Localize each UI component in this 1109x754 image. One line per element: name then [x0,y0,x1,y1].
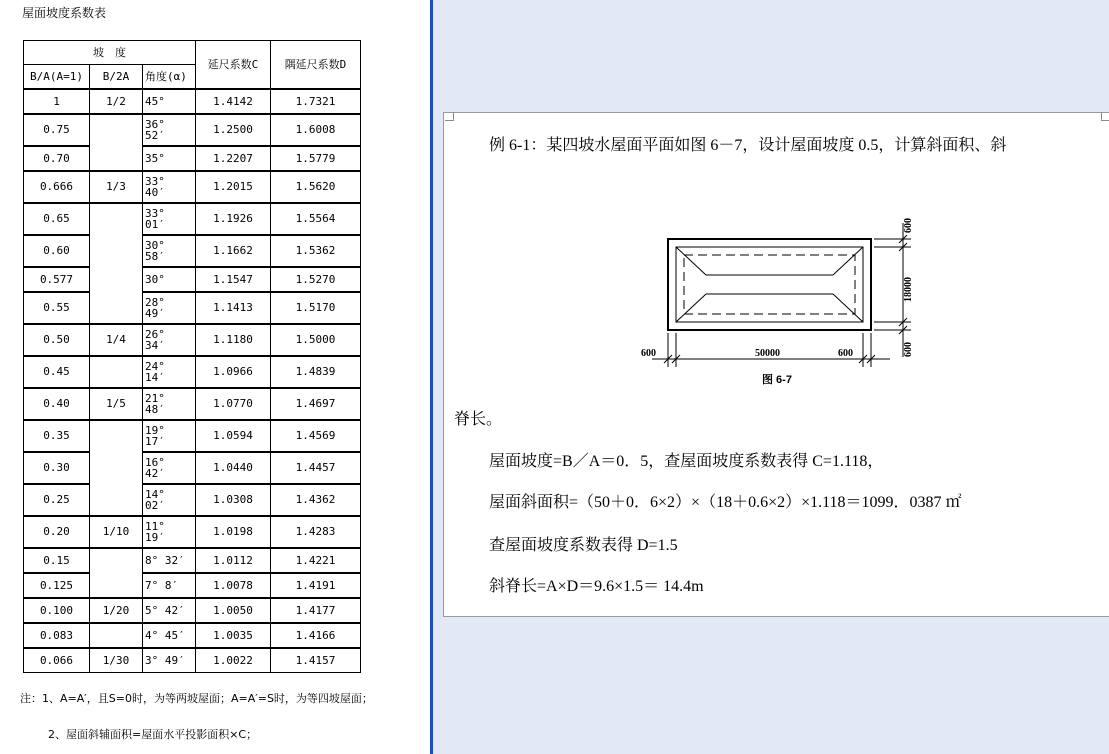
table-row [24,114,361,146]
dim-length: 50000 [755,348,780,359]
cell-c: 1.2500 [196,114,271,146]
cell-ba: 0.75 [24,114,90,146]
cell-c: 1.0022 [196,648,271,673]
dim-left: 600 [641,348,656,359]
cell-ba: 0.20 [24,516,90,548]
crop-mark [445,112,454,121]
table-row [24,356,361,388]
cell-ba: 1 [24,89,90,114]
line-slope: 屋面坡度=B／A＝0．5，查屋面坡度系数表得 C=1.118， [489,453,884,470]
cell-ba: 0.125 [24,573,90,598]
cell-ba: 0.65 [24,203,90,235]
cell-angle: 21° 48′ [143,388,196,420]
cell-d: 1.7321 [271,89,361,114]
cell-ba: 0.083 [24,623,90,648]
cell-c: 1.0770 [196,388,271,420]
cell-ba: 0.70 [24,146,90,171]
cell-c: 1.0198 [196,516,271,548]
document-page [443,112,1109,617]
cell-d: 1.4697 [271,388,361,420]
example-line-1: 例 6-1：某四坡水屋面平面如图 6－7，设计屋面坡度 0.5，计算斜面积、斜 [489,137,1007,154]
cell-angle: 14° 02′ [143,484,196,516]
cell-c: 1.0440 [196,452,271,484]
table-row [24,324,361,356]
roof-ridges [676,247,863,322]
cell-c: 1.1926 [196,203,271,235]
roof-plan-figure [632,205,942,395]
header-c: 延尺系数C [196,41,271,89]
table-row [24,420,361,452]
cell-ba: 0.60 [24,235,90,267]
table-row [24,235,361,267]
cell-d: 1.6008 [271,114,361,146]
cell-angle: 30° [143,267,196,292]
cell-c: 1.0594 [196,420,271,452]
cell-ba: 0.50 [24,324,90,356]
roof-outline [668,239,871,330]
cell-d: 1.4283 [271,516,361,548]
cell-c: 1.0966 [196,356,271,388]
cell-b2a: 1/5 [90,388,143,420]
cell-ba: 0.15 [24,548,90,573]
cell-d: 1.4457 [271,452,361,484]
cell-d: 1.4191 [271,573,361,598]
cell-ba: 0.30 [24,452,90,484]
cell-angle: 33° 40′ [143,171,196,203]
cell-d: 1.4221 [271,548,361,573]
cell-angle: 4° 45′ [143,623,196,648]
line-ridge: 斜脊长=A×D＝9.6×1.5＝ 14.4m [489,578,704,595]
table-row [24,548,361,573]
cell-ba: 0.100 [24,598,90,623]
cell-angle: 30° 58′ [143,235,196,267]
table-row [24,623,361,648]
cell-c: 1.1180 [196,324,271,356]
table-row [24,267,361,292]
table-row [24,292,361,324]
left-panel [0,0,430,754]
table-title: 屋面坡度系数表 [22,6,107,20]
cell-d: 1.5170 [271,292,361,324]
table-row [24,89,361,114]
table-row [24,452,361,484]
cell-c: 1.0035 [196,623,271,648]
table-row [24,388,361,420]
cell-angle: 3° 49′ [143,648,196,673]
cell-ba: 0.45 [24,356,90,388]
table-row [24,598,361,623]
cell-c: 1.0078 [196,573,271,598]
crop-mark [1101,112,1109,121]
table-row [24,203,361,235]
cell-d: 1.4362 [271,484,361,516]
cell-ba: 0.577 [24,267,90,292]
header-angle: 角度(α) [143,65,196,89]
cell-d: 1.4177 [271,598,361,623]
right-panel [433,0,1109,754]
cell-d: 1.5620 [271,171,361,203]
cell-d: 1.5362 [271,235,361,267]
roof-inner-outline [676,247,863,322]
note-2: 2、屋面斜辅面积=屋面水平投影面积×C； [48,728,258,741]
cell-b2a: 1/4 [90,324,143,356]
cell-angle: 33° 01′ [143,203,196,235]
cell-d: 1.4839 [271,356,361,388]
cell-ba: 0.666 [24,171,90,203]
cell-angle: 28° 49′ [143,292,196,324]
cell-d: 1.5000 [271,324,361,356]
table-row [24,146,361,171]
cell-d: 1.5779 [271,146,361,171]
cell-ba: 0.40 [24,388,90,420]
cell-c: 1.0308 [196,484,271,516]
cell-angle: 8° 32′ [143,548,196,573]
wall-line-dashed [684,255,855,314]
cell-c: 1.0112 [196,548,271,573]
cell-ba: 0.55 [24,292,90,324]
cell-angle: 36° 52′ [143,114,196,146]
cell-d: 1.4157 [271,648,361,673]
cell-b2a: 1/3 [90,171,143,203]
cell-ba: 0.25 [24,484,90,516]
header-b2a: B/2A [90,65,143,89]
dim-right: 600 [838,348,853,359]
cell-c: 1.1413 [196,292,271,324]
table-row [24,516,361,548]
table-row [24,648,361,673]
cell-angle: 5° 42′ [143,598,196,623]
dim-width: 18000 [903,277,914,302]
cell-c: 1.0050 [196,598,271,623]
table-row [24,573,361,598]
cell-angle: 35° [143,146,196,171]
cell-ba: 0.066 [24,648,90,673]
table-row [24,171,361,203]
example-line-2: 脊长。 [454,411,503,428]
note-1: 注：1、A=A′，且S=0时，为等两坡屋面；A=A′=S时，为等四坡屋面； [20,692,373,705]
figure-caption: 图 6-7 [762,374,792,386]
cell-c: 1.1547 [196,267,271,292]
cell-angle: 19° 17′ [143,420,196,452]
dim-top: 600 [903,218,914,233]
header-ba: B/A(A=1) [24,65,90,89]
cell-b2a-empty [90,114,143,171]
cell-angle: 11° 19′ [143,516,196,548]
cell-d: 1.4166 [271,623,361,648]
cell-angle: 26° 34′ [143,324,196,356]
cell-d: 1.5564 [271,203,361,235]
cell-c: 1.2207 [196,146,271,171]
header-d: 隅延尺系数D [271,41,361,89]
cell-b2a: 1/10 [90,516,143,548]
slope-coefficient-table [23,40,361,673]
line-d: 查屋面坡度系数表得 D=1.5 [489,537,678,554]
cell-angle: 45° [143,89,196,114]
table-row [24,484,361,516]
cell-b2a-empty [90,203,143,324]
cell-ba: 0.35 [24,420,90,452]
cell-b2a-empty [90,356,143,388]
line-area: 屋面斜面积=（50＋0．6×2）×（18＋0.6×2）×1.118＝1099．0387 ㎡ [489,494,962,511]
cell-angle: 16° 42′ [143,452,196,484]
header-slope: 坡 度 [24,41,196,65]
cell-c: 1.1662 [196,235,271,267]
cell-b2a: 1/20 [90,598,143,623]
cell-angle: 24° 14′ [143,356,196,388]
cell-d: 1.5270 [271,267,361,292]
dim-bottom: 600 [903,342,914,357]
cell-angle: 7° 8′ [143,573,196,598]
cell-b2a-empty [90,548,143,598]
cell-b2a: 1/2 [90,89,143,114]
cell-b2a-empty [90,623,143,648]
cell-b2a: 1/30 [90,648,143,673]
cell-b2a-empty [90,420,143,516]
cell-c: 1.2015 [196,171,271,203]
cell-c: 1.4142 [196,89,271,114]
cell-d: 1.4569 [271,420,361,452]
